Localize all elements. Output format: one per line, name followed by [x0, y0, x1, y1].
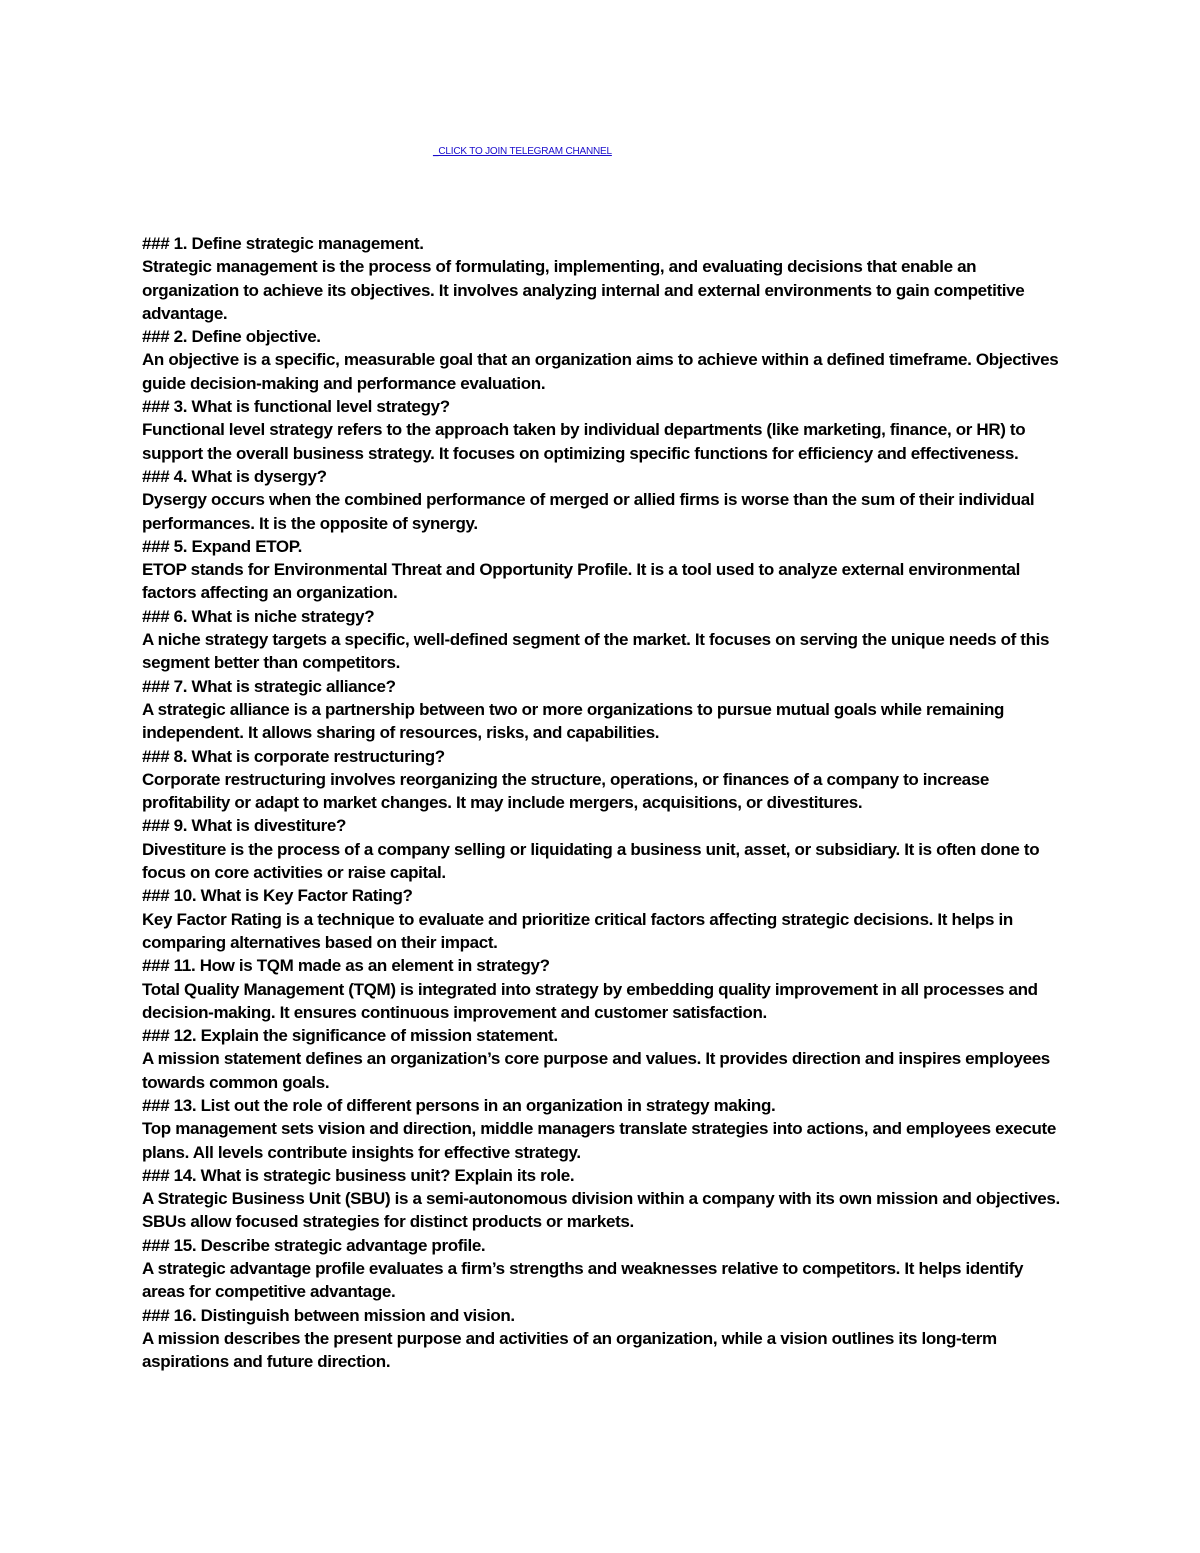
- question-heading: ### 1. Define strategic management.: [142, 234, 424, 253]
- qa-list: [142, 232, 1062, 1374]
- question-heading: ### 9. What is divestiture?: [142, 816, 347, 836]
- question-heading: ### 5. Expand ETOP.: [142, 536, 302, 556]
- question-heading: ### 10. What is Key Factor Rating?: [142, 886, 413, 906]
- qa-item: [142, 1164, 1062, 1234]
- question-heading: ### 16. Distinguish between mission and vision.: [142, 1305, 515, 1325]
- answer-text: A mission statement defines an organization’s core purpose and values. It provides direction and inspires employees towards common goals.: [142, 1049, 1050, 1092]
- answer-text: A strategic alliance is a partnership between two or more organizations to pursue mutual goals while remaining independent. It allows sharing of resources, risks, and capabilities.: [142, 699, 1005, 743]
- question-heading: ### 15. Describe strategic advantage profile.: [142, 1235, 486, 1255]
- question-heading: ### 8. What is corporate restructuring?: [142, 746, 445, 766]
- question-heading: ### 11. How is TQM made as an element in strategy?: [142, 956, 550, 976]
- question-heading: ### 7. What is strategic alliance?: [142, 676, 396, 696]
- answer-text: A mission describes the present purpose and activities of an organization, while a vision outlines its long-term aspirations and future direction.: [142, 1328, 997, 1372]
- qa-item: [142, 1234, 1062, 1304]
- answer-text: A niche strategy targets a specific, well-defined segment of the market. It focuses on serving the unique needs of this segment better than competitors.: [142, 630, 1050, 673]
- answer-text: A strategic advantage profile evaluates a firm’s strengths and weaknesses relative to competitors. It helps identify areas for competitive advantage.: [142, 1259, 1024, 1302]
- qa-item: [142, 884, 1062, 954]
- answer-text: Corporate restructuring involves reorganizing the structure, operations, or finances of a company to increase profitability or adapt to market changes. It may include mergers, acquisitions, or divestitures.: [142, 769, 989, 813]
- qa-item: [142, 1024, 1062, 1094]
- qa-item: [142, 745, 1062, 815]
- qa-item: [142, 814, 1062, 884]
- answer-text: Key Factor Rating is a technique to evaluate and prioritize critical factors affecting strategic decisions. It helps in comparing alternatives based on their impact.: [142, 909, 1013, 952]
- question-heading: ### 6. What is niche strategy?: [142, 606, 375, 626]
- answer-text: Divestiture is the process of a company selling or liquidating a business unit, asset, or subsidiary. It is often done to focus on core activities or raise capital.: [142, 839, 1040, 883]
- qa-item: [142, 954, 1062, 1024]
- answer-text: Top management sets vision and direction, middle managers translate strategies into actions, and employees execute plans. All levels contribute insights for effective strategy.: [142, 1119, 1056, 1162]
- qa-item: [142, 535, 1062, 605]
- qa-item: [142, 1094, 1062, 1164]
- answer-text: ETOP stands for Environmental Threat and Opportunity Profile. It is a tool used to analyze external environmental factors affecting an organization.: [142, 560, 1021, 603]
- telegram-channel-link[interactable]: _CLICK TO JOIN TELEGRAM CHANNEL: [433, 146, 612, 157]
- qa-item: [142, 675, 1062, 745]
- answer-text: Dysergy occurs when the combined performance of merged or allied firms is worse than the sum of their individual performances. It is the opposite of synergy.: [142, 490, 1035, 533]
- answer-text: An objective is a specific, measurable goal that an organization aims to achieve within a defined timeframe. Objectives guide decision-making and performance evaluation.: [142, 350, 1059, 393]
- qa-item: [142, 395, 1062, 465]
- question-heading: ### 13. List out the role of different persons in an organization in strategy making.: [142, 1095, 776, 1115]
- question-heading: ### 4. What is dysergy?: [142, 466, 327, 486]
- qa-item: [142, 325, 1062, 395]
- qa-item: [142, 1304, 1062, 1374]
- question-heading: ### 14. What is strategic business unit? Explain its role.: [142, 1165, 575, 1185]
- question-heading: ### 3. What is functional level strategy?: [142, 397, 450, 417]
- answer-text: Strategic management is the process of formulating, implementing, and evaluating decisions that enable an organization to achieve its objectives. It involves analyzing internal and external environments to gain competitive advantage.: [142, 257, 1025, 323]
- answer-text: Functional level strategy refers to the approach taken by individual departments (like marketing, finance, or HR) to support the overall business strategy. It focuses on optimizing specific functions for efficiency and effectiveness.: [142, 420, 1026, 463]
- answer-text: A Strategic Business Unit (SBU) is a semi-autonomous division within a company with its own mission and objectives. SBUs allow focused strategies for distinct products or markets.: [142, 1189, 1060, 1232]
- question-heading: ### 2. Define objective.: [142, 327, 321, 347]
- qa-item: [142, 232, 1062, 325]
- question-heading: ### 12. Explain the significance of mission statement.: [142, 1026, 558, 1046]
- qa-item: [142, 465, 1062, 535]
- qa-item: [142, 605, 1062, 675]
- answer-text: Total Quality Management (TQM) is integrated into strategy by embedding quality improvement in all processes and decision-making. It ensures continuous improvement and customer satisfaction.: [142, 979, 1038, 1022]
